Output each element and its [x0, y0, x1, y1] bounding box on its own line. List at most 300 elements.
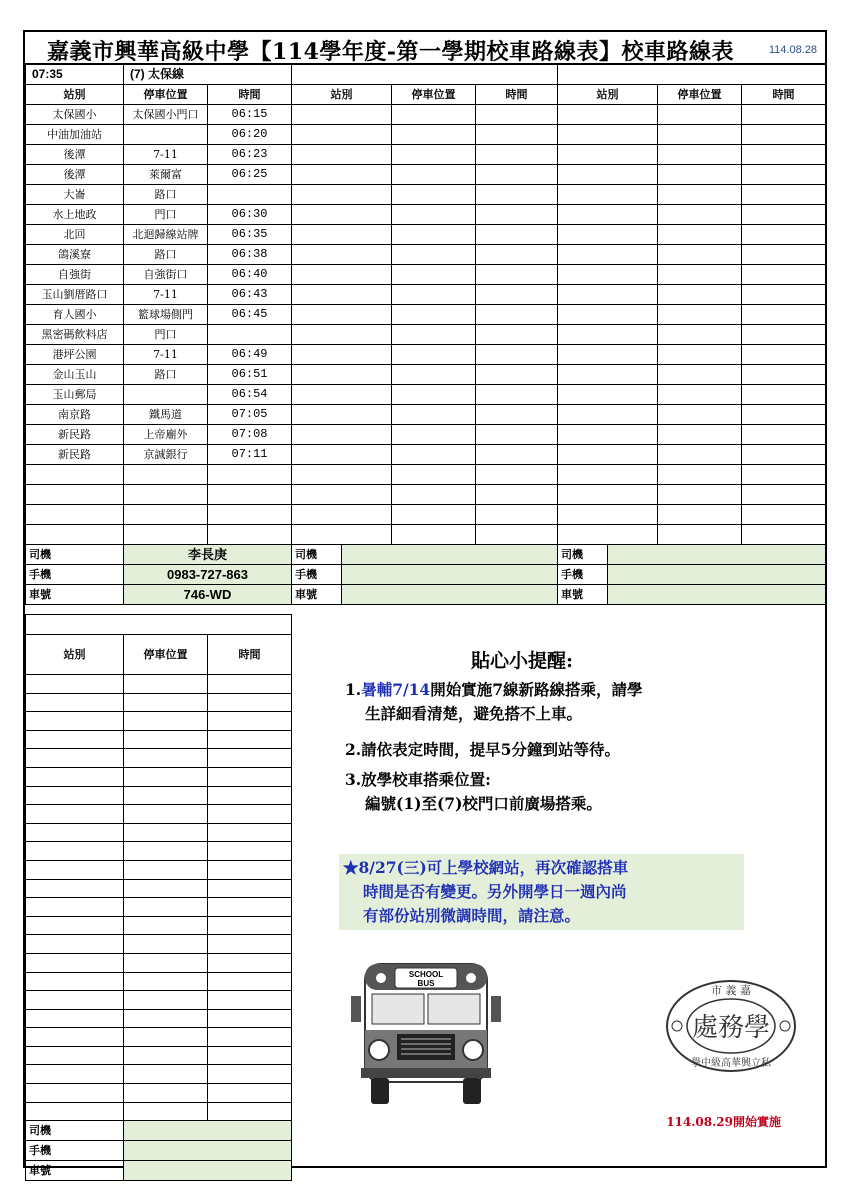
tip-1-text: 開始實施7線新路線搭乘，請學	[430, 680, 643, 699]
table-cell	[558, 345, 658, 365]
table-cell	[292, 505, 392, 525]
table-row	[26, 165, 826, 185]
table-cell	[742, 265, 826, 285]
table-row	[26, 185, 826, 205]
table-row	[26, 285, 826, 305]
station-cell: 新民路	[26, 425, 124, 445]
table-cell	[292, 145, 392, 165]
table-cell	[124, 898, 208, 917]
driver-info-row	[26, 1161, 292, 1181]
table-cell	[292, 105, 392, 125]
station-cell: 自強街	[26, 265, 124, 285]
table-cell	[392, 225, 476, 245]
table-cell	[658, 325, 742, 345]
website-notice	[339, 854, 744, 930]
route-2-header	[292, 65, 558, 85]
table-cell	[392, 185, 476, 205]
table-cell	[208, 1102, 292, 1121]
table-row	[26, 1084, 292, 1103]
table-cell	[476, 425, 558, 445]
notice-line-1: ★8/27(三)可上學校網站，再次確認搭車	[343, 858, 629, 877]
table-cell	[558, 185, 658, 205]
table-cell	[558, 205, 658, 225]
table-cell	[124, 842, 208, 861]
table-row	[26, 1028, 292, 1047]
table-cell	[392, 285, 476, 305]
table-row	[26, 991, 292, 1010]
table-cell	[392, 265, 476, 285]
time-cell: 06:38	[208, 245, 292, 265]
table-cell	[742, 245, 826, 265]
table-cell	[26, 823, 124, 842]
table-cell	[26, 712, 124, 731]
bus-text-bus: BUS	[417, 979, 435, 988]
table-cell	[476, 465, 558, 485]
table-row	[26, 693, 292, 712]
table-cell	[124, 1028, 208, 1047]
time-cell	[208, 465, 292, 485]
table-cell	[742, 425, 826, 445]
table-cell	[392, 385, 476, 405]
table-cell	[742, 145, 826, 165]
driver-info-value	[608, 585, 826, 605]
table-cell	[124, 675, 208, 694]
table-cell	[208, 1009, 292, 1028]
time-cell	[208, 505, 292, 525]
tip-1-highlight: 暑輔7/14	[361, 680, 431, 699]
table-cell	[208, 879, 292, 898]
table-cell	[742, 525, 826, 545]
table-cell	[208, 823, 292, 842]
table-cell	[208, 916, 292, 935]
table-cell	[26, 1046, 124, 1065]
table-cell	[558, 425, 658, 445]
column-header-row	[26, 85, 826, 105]
stop-location-cell	[124, 505, 208, 525]
tip-3-line2: 編號(1)至(7)校門口前廣場搭乘。	[365, 794, 602, 813]
table-cell	[292, 365, 392, 385]
driver-info-label: 手機	[558, 565, 608, 585]
table-cell	[208, 767, 292, 786]
table-cell	[292, 285, 392, 305]
table-cell	[658, 445, 742, 465]
table-cell	[26, 1009, 124, 1028]
driver-info-row	[26, 1121, 292, 1141]
route-1-start-time: 07:35	[26, 65, 124, 85]
table-cell	[392, 165, 476, 185]
driver-info-value	[608, 565, 826, 585]
route-table-bottom-left	[25, 614, 292, 1181]
table-cell	[392, 525, 476, 545]
table-cell	[558, 405, 658, 425]
table-cell	[392, 245, 476, 265]
table-cell	[558, 285, 658, 305]
table-row	[26, 786, 292, 805]
table-cell	[558, 225, 658, 245]
tip-item-3	[345, 768, 602, 816]
table-cell	[558, 465, 658, 485]
time-cell: 06:30	[208, 205, 292, 225]
table-cell	[742, 305, 826, 325]
col-header: 時間	[476, 85, 558, 105]
route-1-name: (7) 太保線	[124, 65, 292, 85]
stop-location-cell: 門口	[124, 205, 208, 225]
table-cell	[558, 265, 658, 285]
table-row	[26, 1046, 292, 1065]
table-cell	[476, 385, 558, 405]
table-cell	[292, 485, 392, 505]
bus-text-school: SCHOOL	[408, 970, 444, 979]
stop-location-cell: 鐵馬道	[124, 405, 208, 425]
table-cell	[292, 465, 392, 485]
stop-location-cell: 7-11	[124, 345, 208, 365]
table-row	[26, 972, 292, 991]
table-cell	[26, 1084, 124, 1103]
station-cell	[26, 505, 124, 525]
table-cell	[742, 365, 826, 385]
table-row	[26, 125, 826, 145]
time-cell: 06:20	[208, 125, 292, 145]
table-cell	[208, 675, 292, 694]
table-cell	[658, 425, 742, 445]
table-cell	[392, 405, 476, 425]
table-cell	[658, 285, 742, 305]
route-4-header	[26, 615, 292, 635]
stop-location-cell: 上帝廟外	[124, 425, 208, 445]
table-cell	[124, 767, 208, 786]
time-cell: 07:05	[208, 405, 292, 425]
stop-location-cell	[124, 485, 208, 505]
table-cell	[476, 345, 558, 365]
driver-info-value	[342, 545, 558, 565]
table-row	[26, 225, 826, 245]
notice-line-3: 有部份站別微調時間，請注意。	[363, 906, 581, 925]
col-header: 站別	[292, 85, 392, 105]
driver-info-label: 車號	[26, 585, 124, 605]
table-row	[26, 365, 826, 385]
table-row	[26, 730, 292, 749]
table-cell	[476, 325, 558, 345]
table-cell	[742, 385, 826, 405]
table-row	[26, 916, 292, 935]
time-cell	[208, 525, 292, 545]
col-header: 停車位置	[124, 635, 208, 675]
table-row	[26, 935, 292, 954]
table-cell	[392, 145, 476, 165]
table-cell	[124, 1084, 208, 1103]
table-cell	[292, 305, 392, 325]
table-cell	[476, 105, 558, 125]
table-cell	[26, 805, 124, 824]
notice-line-2: 時間是否有變更。另外開學日一週內尚	[363, 882, 627, 901]
col-header: 時間	[742, 85, 826, 105]
table-cell	[208, 712, 292, 731]
table-cell	[292, 405, 392, 425]
driver-info-label: 手機	[26, 1141, 124, 1161]
time-cell: 06:45	[208, 305, 292, 325]
stop-location-cell	[124, 525, 208, 545]
driver-info-value	[124, 1141, 292, 1161]
station-cell	[26, 525, 124, 545]
table-cell	[658, 465, 742, 485]
station-cell: 鴿溪寮	[26, 245, 124, 265]
table-cell	[476, 405, 558, 425]
table-cell	[742, 505, 826, 525]
table-cell	[26, 730, 124, 749]
table-cell	[742, 325, 826, 345]
table-row	[26, 305, 826, 325]
station-cell: 太保國小	[26, 105, 124, 125]
table-cell	[658, 245, 742, 265]
table-cell	[124, 879, 208, 898]
route-table-top	[25, 64, 826, 605]
driver-info-label: 司機	[26, 1121, 124, 1141]
station-cell	[26, 485, 124, 505]
table-cell	[26, 991, 124, 1010]
table-cell	[124, 693, 208, 712]
table-cell	[208, 860, 292, 879]
tips-panel	[291, 614, 827, 1168]
table-cell	[476, 505, 558, 525]
driver-info-label: 手機	[26, 565, 124, 585]
table-row	[26, 712, 292, 731]
page-title: 嘉義市興華高級中學【114學年度-第一學期校車路線表】校車路線表	[47, 39, 735, 65]
stop-location-cell	[124, 385, 208, 405]
station-cell: 水上地政	[26, 205, 124, 225]
table-cell	[558, 385, 658, 405]
tips-title: 貼心小提醒:	[471, 650, 574, 672]
col-header: 站別	[26, 85, 124, 105]
column-header-row	[26, 635, 292, 675]
driver-info-label: 司機	[558, 545, 608, 565]
table-cell	[658, 505, 742, 525]
table-cell	[476, 205, 558, 225]
stop-location-cell: 京誠銀行	[124, 445, 208, 465]
table-cell	[292, 225, 392, 245]
driver-info-value	[608, 545, 826, 565]
table-row	[26, 425, 826, 445]
table-cell	[392, 205, 476, 225]
table-cell	[558, 445, 658, 465]
table-row	[26, 405, 826, 425]
station-cell: 玉山劉厝路口	[26, 285, 124, 305]
table-cell	[742, 465, 826, 485]
table-cell	[742, 405, 826, 425]
implementation-date: 114.08.29開始實施	[666, 1115, 781, 1129]
table-cell	[208, 1065, 292, 1084]
table-cell	[124, 916, 208, 935]
station-cell: 港坪公園	[26, 345, 124, 365]
table-cell	[742, 445, 826, 465]
table-cell	[292, 165, 392, 185]
table-cell	[208, 991, 292, 1010]
stop-location-cell: 太保國小門口	[124, 105, 208, 125]
school-seal-stamp	[663, 976, 799, 1076]
table-row	[26, 145, 826, 165]
stop-location-cell: 路口	[124, 245, 208, 265]
table-cell	[658, 365, 742, 385]
table-cell	[392, 105, 476, 125]
table-cell	[742, 485, 826, 505]
time-cell	[208, 185, 292, 205]
table-cell	[476, 485, 558, 505]
table-cell	[658, 125, 742, 145]
table-row	[26, 953, 292, 972]
driver-info-label: 車號	[26, 1161, 124, 1181]
table-cell	[208, 786, 292, 805]
time-cell: 07:08	[208, 425, 292, 445]
table-cell	[26, 953, 124, 972]
station-cell: 玉山郵局	[26, 385, 124, 405]
col-header: 時間	[208, 85, 292, 105]
table-cell	[124, 749, 208, 768]
tip-3-line1: 3.放學校車搭乘位置:	[345, 770, 491, 789]
driver-info-label: 車號	[292, 585, 342, 605]
stop-location-cell: 籃球場側門	[124, 305, 208, 325]
table-cell	[124, 972, 208, 991]
table-cell	[26, 972, 124, 991]
table-cell	[476, 265, 558, 285]
table-row	[26, 345, 826, 365]
table-row	[26, 675, 292, 694]
table-cell	[742, 165, 826, 185]
table-cell	[558, 325, 658, 345]
table-cell	[26, 693, 124, 712]
table-cell	[658, 485, 742, 505]
stop-location-cell: 門口	[124, 325, 208, 345]
table-row	[26, 749, 292, 768]
table-cell	[392, 485, 476, 505]
station-cell: 金山玉山	[26, 365, 124, 385]
table-cell	[208, 805, 292, 824]
table-cell	[476, 245, 558, 265]
table-cell	[26, 1065, 124, 1084]
station-cell: 黑密碼飲料店	[26, 325, 124, 345]
time-cell	[208, 325, 292, 345]
table-cell	[208, 1084, 292, 1103]
table-cell	[124, 991, 208, 1010]
table-row	[26, 325, 826, 345]
table-cell	[292, 385, 392, 405]
col-header: 站別	[26, 635, 124, 675]
table-cell	[208, 842, 292, 861]
table-cell	[26, 767, 124, 786]
table-cell	[392, 305, 476, 325]
tip-1-line2: 生詳細看清楚，避免搭不上車。	[365, 704, 583, 723]
table-cell	[558, 505, 658, 525]
stop-location-cell: 7-11	[124, 145, 208, 165]
tip-item-2: 2.請依表定時間，提早5分鐘到站等待。	[345, 740, 620, 759]
table-row	[26, 879, 292, 898]
time-cell: 07:11	[208, 445, 292, 465]
table-cell	[292, 205, 392, 225]
tip-item-1	[345, 678, 643, 726]
driver-info-value	[342, 585, 558, 605]
time-cell: 06:25	[208, 165, 292, 185]
seal-center-text: 處務學	[691, 1013, 771, 1043]
table-cell	[658, 265, 742, 285]
table-cell	[292, 185, 392, 205]
station-cell: 後潭	[26, 165, 124, 185]
table-cell	[26, 879, 124, 898]
table-cell	[208, 693, 292, 712]
table-row	[26, 245, 826, 265]
stop-location-cell: 7-11	[124, 285, 208, 305]
seal-bottom-text: 學中級高華興立私	[691, 1058, 771, 1069]
route-4-header-row	[26, 615, 292, 635]
table-cell	[208, 953, 292, 972]
table-row	[26, 767, 292, 786]
time-cell: 06:35	[208, 225, 292, 245]
table-cell	[124, 1009, 208, 1028]
table-cell	[658, 165, 742, 185]
table-cell	[558, 305, 658, 325]
table-cell	[208, 1028, 292, 1047]
table-cell	[742, 125, 826, 145]
driver-info-label: 手機	[292, 565, 342, 585]
driver-info-value: 746-WD	[124, 585, 292, 605]
table-cell	[558, 245, 658, 265]
table-cell	[392, 445, 476, 465]
table-cell	[26, 860, 124, 879]
table-cell	[658, 205, 742, 225]
table-cell	[742, 105, 826, 125]
table-cell	[208, 749, 292, 768]
table-cell	[742, 225, 826, 245]
table-cell	[124, 805, 208, 824]
table-cell	[476, 365, 558, 385]
table-cell	[392, 465, 476, 485]
table-cell	[742, 185, 826, 205]
table-cell	[658, 345, 742, 365]
table-cell	[392, 125, 476, 145]
table-cell	[658, 405, 742, 425]
table-cell	[26, 898, 124, 917]
table-row	[26, 898, 292, 917]
table-cell	[742, 345, 826, 365]
time-cell: 06:23	[208, 145, 292, 165]
table-cell	[26, 1102, 124, 1121]
table-cell	[558, 125, 658, 145]
table-cell	[26, 842, 124, 861]
table-cell	[558, 165, 658, 185]
table-cell	[476, 445, 558, 465]
table-row	[26, 205, 826, 225]
time-cell: 06:49	[208, 345, 292, 365]
table-row	[26, 465, 826, 485]
table-cell	[26, 675, 124, 694]
table-cell	[124, 1065, 208, 1084]
driver-info-label: 車號	[558, 585, 608, 605]
table-cell	[124, 1046, 208, 1065]
table-cell	[26, 916, 124, 935]
driver-info-label: 司機	[26, 545, 124, 565]
route-header-row	[26, 65, 826, 85]
table-cell	[26, 749, 124, 768]
table-cell	[124, 712, 208, 731]
station-cell: 大崙	[26, 185, 124, 205]
table-cell	[658, 225, 742, 245]
station-cell	[26, 465, 124, 485]
time-cell: 06:54	[208, 385, 292, 405]
col-header: 時間	[208, 635, 292, 675]
station-cell: 新民路	[26, 445, 124, 465]
seal-top-text: 市 義 嘉	[711, 984, 751, 997]
table-cell	[292, 445, 392, 465]
stop-location-cell: 路口	[124, 365, 208, 385]
col-header: 停車位置	[658, 85, 742, 105]
table-cell	[124, 730, 208, 749]
